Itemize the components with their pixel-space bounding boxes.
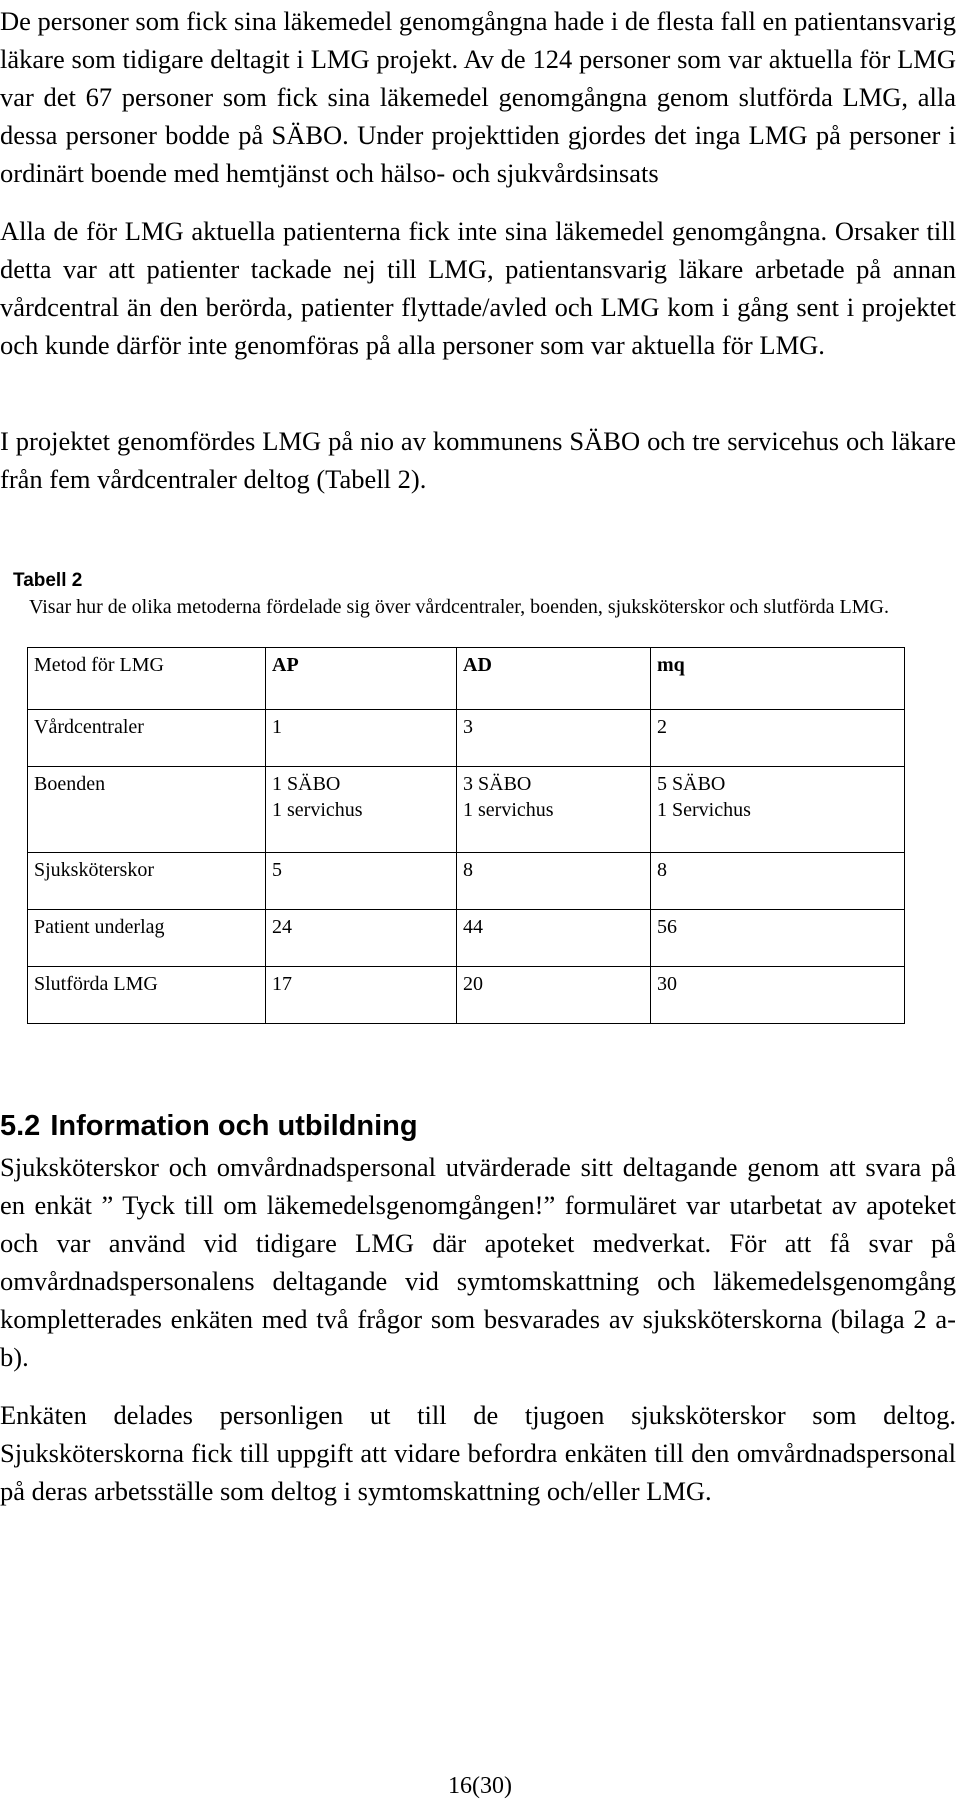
table-cell: Vårdcentraler <box>28 710 266 767</box>
section-heading <box>0 1108 418 1144</box>
table-row <box>28 767 905 853</box>
section-title: Information och utbildning <box>50 1110 418 1142</box>
page-number: 16(30) <box>448 1773 512 1799</box>
methods-table <box>27 647 905 1024</box>
table-cell: 3 <box>457 710 651 767</box>
table-header-cell: AD <box>457 648 651 710</box>
table-row <box>28 853 905 910</box>
table-cell: 20 <box>457 967 651 1024</box>
table-row <box>28 710 905 767</box>
table-cell: 24 <box>266 910 457 967</box>
cell-line: 5 SÄBO <box>657 773 726 795</box>
table-cell: 30 <box>651 967 905 1024</box>
cell-line: 1 servichus <box>272 799 363 821</box>
cell-line: 3 SÄBO <box>463 773 532 795</box>
cell-line: 1 SÄBO <box>272 773 341 795</box>
table-title: Tabell 2 <box>13 570 83 591</box>
table-cell: 8 <box>457 853 651 910</box>
paragraph-survey-evaluation: Sjuksköterskor och omvårdnadspersonal utvärderade sitt deltagande genom att svara på en enkät ” Tyck till om läkemedelsgenomgången!” formuläret var utarbetat av apoteket och var använd vid tidigare LMG där apoteket medverkat. För att få svar på omvårdnadspersonalens deltagande vid symtomskattning och läkemedelsgenomgång kompletterades enkäten med två frågor som besvarades av sjuksköterskorna (bilaga 2 a-b). <box>0 1152 956 1372</box>
section-number: 5.2 <box>0 1110 41 1142</box>
table-cell: Boenden <box>28 767 266 853</box>
table-cell: 17 <box>266 967 457 1024</box>
table-cell: 44 <box>457 910 651 967</box>
table-cell <box>457 767 651 853</box>
table-header-row <box>28 648 905 710</box>
table-row <box>28 967 905 1024</box>
table-row <box>28 910 905 967</box>
table-cell: 2 <box>651 710 905 767</box>
paragraph-lmg-project-scope: I projektet genomfördes LMG på nio av kommunens SÄBO och tre servicehus och läkare från fem vårdcentraler deltog (Tabell 2). <box>0 426 956 494</box>
table-header-cell: Metod för LMG <box>28 648 266 710</box>
table-header-cell: mq <box>651 648 905 710</box>
table-cell <box>651 767 905 853</box>
table-cell: 5 <box>266 853 457 910</box>
table-cell: Patient underlag <box>28 910 266 967</box>
table-cell <box>266 767 457 853</box>
cell-line: 1 servichus <box>463 799 554 821</box>
paragraph-lmg-patients: De personer som fick sina läkemedel genomgångna hade i de flesta fall en patientansvarig läkare som tidigare deltagit i LMG projekt. Av de 124 personer som var aktuella för LMG var det 67 personer som fick sina läkemedel genomgångna genom slutförda LMG, alla dessa personer bodde på SÄBO. Under projekttiden gjordes det inga LMG på personer i ordinärt boende med hemtjänst och hälso- och sjukvårdsinsats <box>0 6 956 188</box>
cell-line: 1 Servichus <box>657 799 751 821</box>
table-cell: Sjuksköterskor <box>28 853 266 910</box>
paragraph-survey-distribution: Enkäten delades personligen ut till de tjugoen sjuksköterskor som deltog. Sjuksköterskorna fick till uppgift att vidare befordra enkäten till den omvårdnadspersonal på deras arbetsställe som deltog i symtomskattning och/eller LMG. <box>0 1400 956 1506</box>
table-cell: 8 <box>651 853 905 910</box>
paragraph-lmg-not-completed: Alla de för LMG aktuella patienterna fick inte sina läkemedel genomgångna. Orsaker till detta var att patienter tackade nej till LMG, patientansvarig läkare arbetade på annan vårdcentral än den berörda, patienter flyttade/avled och LMG kom i gång sent i projektet och kunde därför inte genomföras på alla personer som var aktuella för LMG. <box>0 216 956 360</box>
table-cell: 56 <box>651 910 905 967</box>
table-caption: Visar hur de olika metoderna fördelade sig över vårdcentraler, boenden, sjuksköterskor och slutförda LMG. <box>29 596 889 618</box>
table-cell: 1 <box>266 710 457 767</box>
table-cell: Slutförda LMG <box>28 967 266 1024</box>
table-header-cell: AP <box>266 648 457 710</box>
